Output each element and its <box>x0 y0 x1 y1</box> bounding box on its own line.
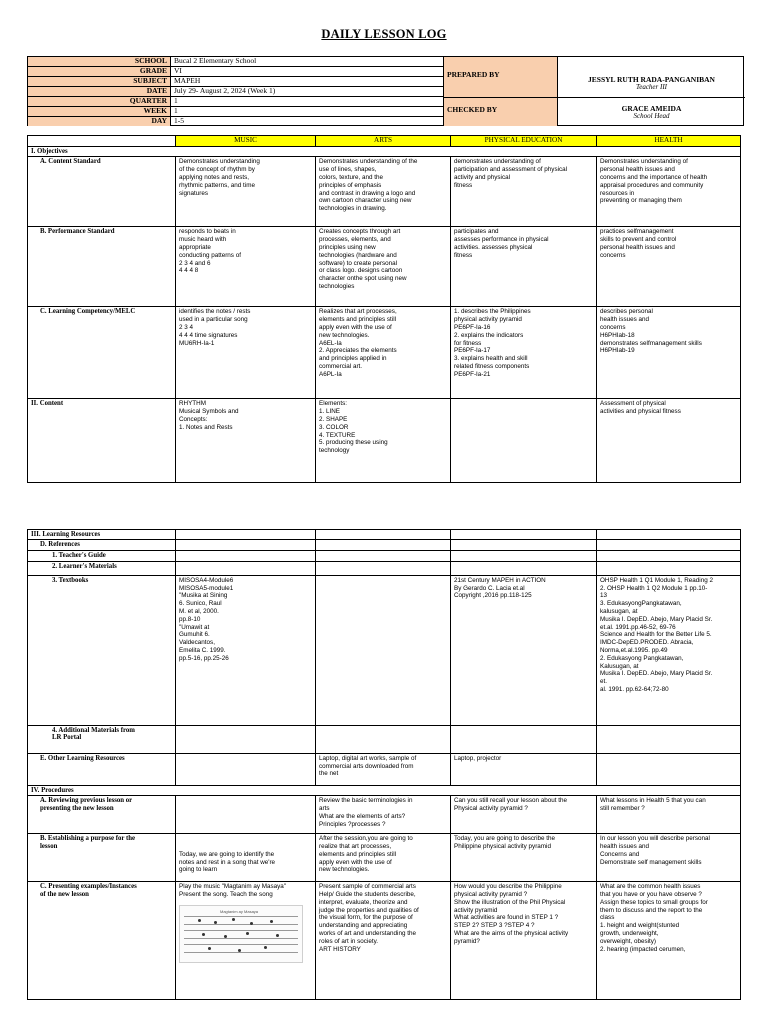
empty-cell <box>316 550 451 561</box>
cell-purpose-pe: Today, you are going to describe the Philippine physical activity pyramid <box>451 834 597 882</box>
label-day: DAY <box>28 117 171 126</box>
cell-presenting-music <box>176 882 316 1000</box>
empty-cell <box>176 550 316 561</box>
section-learning-resources: III. Learning Resources <box>28 530 176 540</box>
cell-presenting-health: What are the common health issues that you have or you have observe ? Assign these topics to small groups for them to discuss and the report to the class 1. height and weight(stunted growth, underweight, overweight, obesity) 2. hearing (impacted cerumen, <box>597 882 741 1000</box>
cell-presenting-pe: How would you describe the Philippine physical activity pyramid ? Show the illustration of the Phil Physical activity pyramid What activities are found in STEP 1 ? STEP 2? STEP 3 ?STEP 4 ? What are the aims of the physical activity pyramid? <box>451 882 597 1000</box>
col-header-pe: PHYSICAL EDUCATION <box>451 136 597 147</box>
cell-content-pe <box>451 399 597 483</box>
cell-reviewing-arts: Review the basic terminologies in arts What are the elements of arts? Principles ?processes ? <box>316 796 451 834</box>
cell-performance-standard-arts: Creates concepts through art processes, elements, and principles using new technologies (hardware and software) to create personal or class logo. designs cartoon character onthe spot using new technologies <box>316 227 451 307</box>
cell-textbooks-pe: 21st Century MAPEH in ACTION By Gerardo C. Lacia et.al Copyright ,2016 pp.118-125 <box>451 575 597 725</box>
cell-purpose-arts: After the session,you are going to realize that art processes, elements and principles still apply even with the use of new technologies. <box>316 834 451 882</box>
presenting-music-text: Play the music "Magtanim ay Masaya" Present the song. Teach the song <box>179 883 287 899</box>
label-school: SCHOOL <box>28 57 171 67</box>
empty-cell <box>451 530 597 540</box>
cell-textbooks-arts <box>316 575 451 725</box>
value-quarter: 1 <box>171 97 444 107</box>
row-label-presenting-examples: C. Presenting examples/Instances of the new lesson <box>28 882 176 1000</box>
cell-content-standard-health: Demonstrates understanding of personal health issues and concerns and the importance of health appraisal procedures and community resources in preventing or managing them <box>597 157 741 227</box>
note-mark <box>250 922 253 925</box>
cell-reviewing-music <box>176 796 316 834</box>
cell-other-health <box>597 753 741 785</box>
empty-cell <box>597 725 741 753</box>
corner-cell <box>28 136 176 147</box>
row-label-references: D. References <box>28 540 176 550</box>
value-subject: MAPEH <box>171 77 444 87</box>
empty-cell <box>316 561 451 575</box>
cell-performance-standard-pe: participates and assesses performance in physical activities. assesses physical fitness <box>451 227 597 307</box>
prepared-by-name: JESSYL RUTH RADA-PANGANIBAN <box>588 75 715 84</box>
cell-performance-standard-music: responds to beats in music heard with appropriate conducting patterns of 2 3 4 and 6 4 4 4 8 <box>176 227 316 307</box>
note-mark <box>246 932 249 935</box>
cell-performance-standard-health: practices selfmanagement skills to prevent and control personal health issues and concerns <box>597 227 741 307</box>
empty-cell <box>176 540 316 550</box>
cell-other-pe: Laptop, projector <box>451 753 597 785</box>
col-header-health: HEALTH <box>597 136 741 147</box>
label-week: WEEK <box>28 107 171 117</box>
cell-purpose-music: Today, we are going to identify the notes and rest in a song that we're going to learn <box>176 834 316 882</box>
cell-content-arts: Elements: 1. LINE 2. SHAPE 3. COLOR 4. TEXTURE 5. producing these using technology <box>316 399 451 483</box>
empty-cell <box>176 725 316 753</box>
label-date: DATE <box>28 87 171 97</box>
row-label-learning-competency: C. Learning Competency/MELC <box>28 307 176 399</box>
empty-cell <box>597 540 741 550</box>
cell-content-standard-music: Demonstrates understanding of the concept of rhythm by applying notes and rests, rhythmic patterns, and time signatures <box>176 157 316 227</box>
row-label-content: II. Content <box>28 399 176 483</box>
note-mark <box>208 947 211 950</box>
empty-cell <box>176 530 316 540</box>
label-grade: GRADE <box>28 67 171 77</box>
checked-by-name: GRACE AMEIDA <box>621 104 682 113</box>
row-label-performance-standard: B. Performance Standard <box>28 227 176 307</box>
empty-cell <box>597 561 741 575</box>
row-label-reviewing: A. Reviewing previous lesson or presenting the new lesson <box>28 796 176 834</box>
cell-learning-competency-health: describes personal health issues and concerns H6PHIab-18 demonstrates selfmanagement skills H6PHIab-19 <box>597 307 741 399</box>
cell-reviewing-pe: Can you still recall your lesson about the Physical activity pyramid ? <box>451 796 597 834</box>
staff-line <box>184 944 298 953</box>
cell-textbooks-music: MISOSA4-Module6 MISOSA5-module1 "Musika at Sining 6. Sunico, Raul M. et al, 2000. pp.8-10 "Umawit at Gumuhit 6. Valdecantos, Emelita C. 1999. pp.5-16, pp.25-26 <box>176 575 316 725</box>
value-date: July 29- August 2, 2024 (Week 1) <box>171 87 444 97</box>
checked-by-role: School Head <box>633 111 670 120</box>
section-procedures: IV. Procedures <box>28 785 741 795</box>
cell-other-arts: Laptop, digital art works, sample of commercial arts downloaded from the net <box>316 753 451 785</box>
cell-content-standard-pe: demonstrates understanding of participation and assessment of physical activity and physical fitness <box>451 157 597 227</box>
cell-content-music: RHYTHM Musical Symbols and Concepts: 1. Notes and Rests <box>176 399 316 483</box>
section-objectives: I. Objectives <box>28 147 741 157</box>
note-mark <box>198 919 201 922</box>
cell-presenting-arts: Present sample of commercial arts Help/ Guide the students describe, interpret, evaluate, theorize and judge the properties and qualities of the visual form, for the purpose of understanding and appreciating works of art and understanding the roles of art in society. ART HISTORY <box>316 882 451 1000</box>
prepared-by-label: PREPARED BY <box>444 57 558 98</box>
cell-textbooks-health: OHSP Health 1 Q1 Module 1, Reading 2 2. OHSP Health 1 Q2 Module 1 pp.10- 13 3. EdukasyongPangkatawan, kalusugan, at Musika I. DepED. Abejo, Mary Placid Sr. et.al. 1991.pp.46-52, 69-76 Science and Health for the Better Life 5. IMDC-DepED.PRODED. Abracia, Norma,et.al.1995. pp.49 2. Edukasyong Pangkatawan, Kalusugan, at Musika I. DepED. Abejo, Mary Placid Sr. et. al. 1991. pp.62-64;72-80 <box>597 575 741 725</box>
checked-by-label: CHECKED BY <box>444 98 558 126</box>
empty-cell <box>316 725 451 753</box>
prepared-by-block <box>558 57 745 98</box>
value-grade: VI <box>171 67 444 77</box>
empty-cell <box>316 530 451 540</box>
cell-purpose-health: In our lesson you will describe personal health issues and Concerns and Demonstrate self management skills <box>597 834 741 882</box>
score-caption: Magtanim ay Masaya <box>220 908 259 914</box>
song-score-image <box>179 905 303 963</box>
row-label-content-standard: A. Content Standard <box>28 157 176 227</box>
row-label-purpose: B. Establishing a purpose for the lesson <box>28 834 176 882</box>
prepared-by-role: Teacher III <box>635 82 668 91</box>
cell-content-standard-arts: Demonstrates understanding of the use of lines, shapes, colors, texture, and the principles of emphasis and contrast in drawing a logo and own cartoon character using new technologies in drawing. <box>316 157 451 227</box>
col-header-music: MUSIC <box>176 136 316 147</box>
value-school: Bucal 2 Elementary School <box>171 57 444 67</box>
empty-cell <box>597 530 741 540</box>
value-week: 1 <box>171 107 444 117</box>
empty-cell <box>597 550 741 561</box>
empty-cell <box>316 540 451 550</box>
page-title: DAILY LESSON LOG <box>321 27 447 41</box>
label-subject: SUBJECT <box>28 77 171 87</box>
note-mark <box>276 934 279 937</box>
row-label-other-resources: E. Other Learning Resources <box>28 753 176 785</box>
label-quarter: QUARTER <box>28 97 171 107</box>
note-mark <box>202 933 205 936</box>
staff-line <box>184 916 298 925</box>
note-mark <box>270 920 273 923</box>
cell-other-music <box>176 753 316 785</box>
cell-learning-competency-pe: 1. describes the Philippines physical activity pyramid PE6PF-Ia-16 2. explains the indicators for fitness PE6PF-Ia-17 3. explains health and skill related fitness components PE6PF-Ia-21 <box>451 307 597 399</box>
note-mark <box>214 921 217 924</box>
col-header-arts: ARTS <box>316 136 451 147</box>
empty-cell <box>176 561 316 575</box>
note-mark <box>264 946 267 949</box>
note-mark <box>238 949 241 952</box>
row-label-teachers-guide: 1. Teacher's Guide <box>28 550 176 561</box>
resources-procedures-table <box>27 529 741 1000</box>
note-mark <box>232 918 235 921</box>
cell-learning-competency-music: identifies the notes / rests used in a particular song 2 3 4 4 4 4 time signatures MU6RH-Ia-1 <box>176 307 316 399</box>
cell-content-health: Assessment of physical activities and physical fitness <box>597 399 741 483</box>
cell-learning-competency-arts: Realizes that art processes, elements and principles still apply even with the use of new technologies. A6EL-Ia 2. Appreciates the elements and principles applied in commercial art. A6PL-Ia <box>316 307 451 399</box>
empty-cell <box>451 550 597 561</box>
objectives-table <box>27 135 741 483</box>
note-mark <box>224 935 227 938</box>
value-day: 1-5 <box>171 117 444 126</box>
empty-cell <box>451 561 597 575</box>
row-label-learners-materials: 2. Learner's Materials <box>28 561 176 575</box>
header-info-block <box>27 56 744 126</box>
cell-reviewing-health: What lessons in Health 5 that you can still remember ? <box>597 796 741 834</box>
row-label-textbooks: 3. Textbooks <box>28 575 176 725</box>
empty-cell <box>451 540 597 550</box>
row-label-additional-materials: 4. Additional Materials from LR Portal <box>28 725 176 753</box>
empty-cell <box>451 725 597 753</box>
checked-by-block <box>558 98 745 126</box>
